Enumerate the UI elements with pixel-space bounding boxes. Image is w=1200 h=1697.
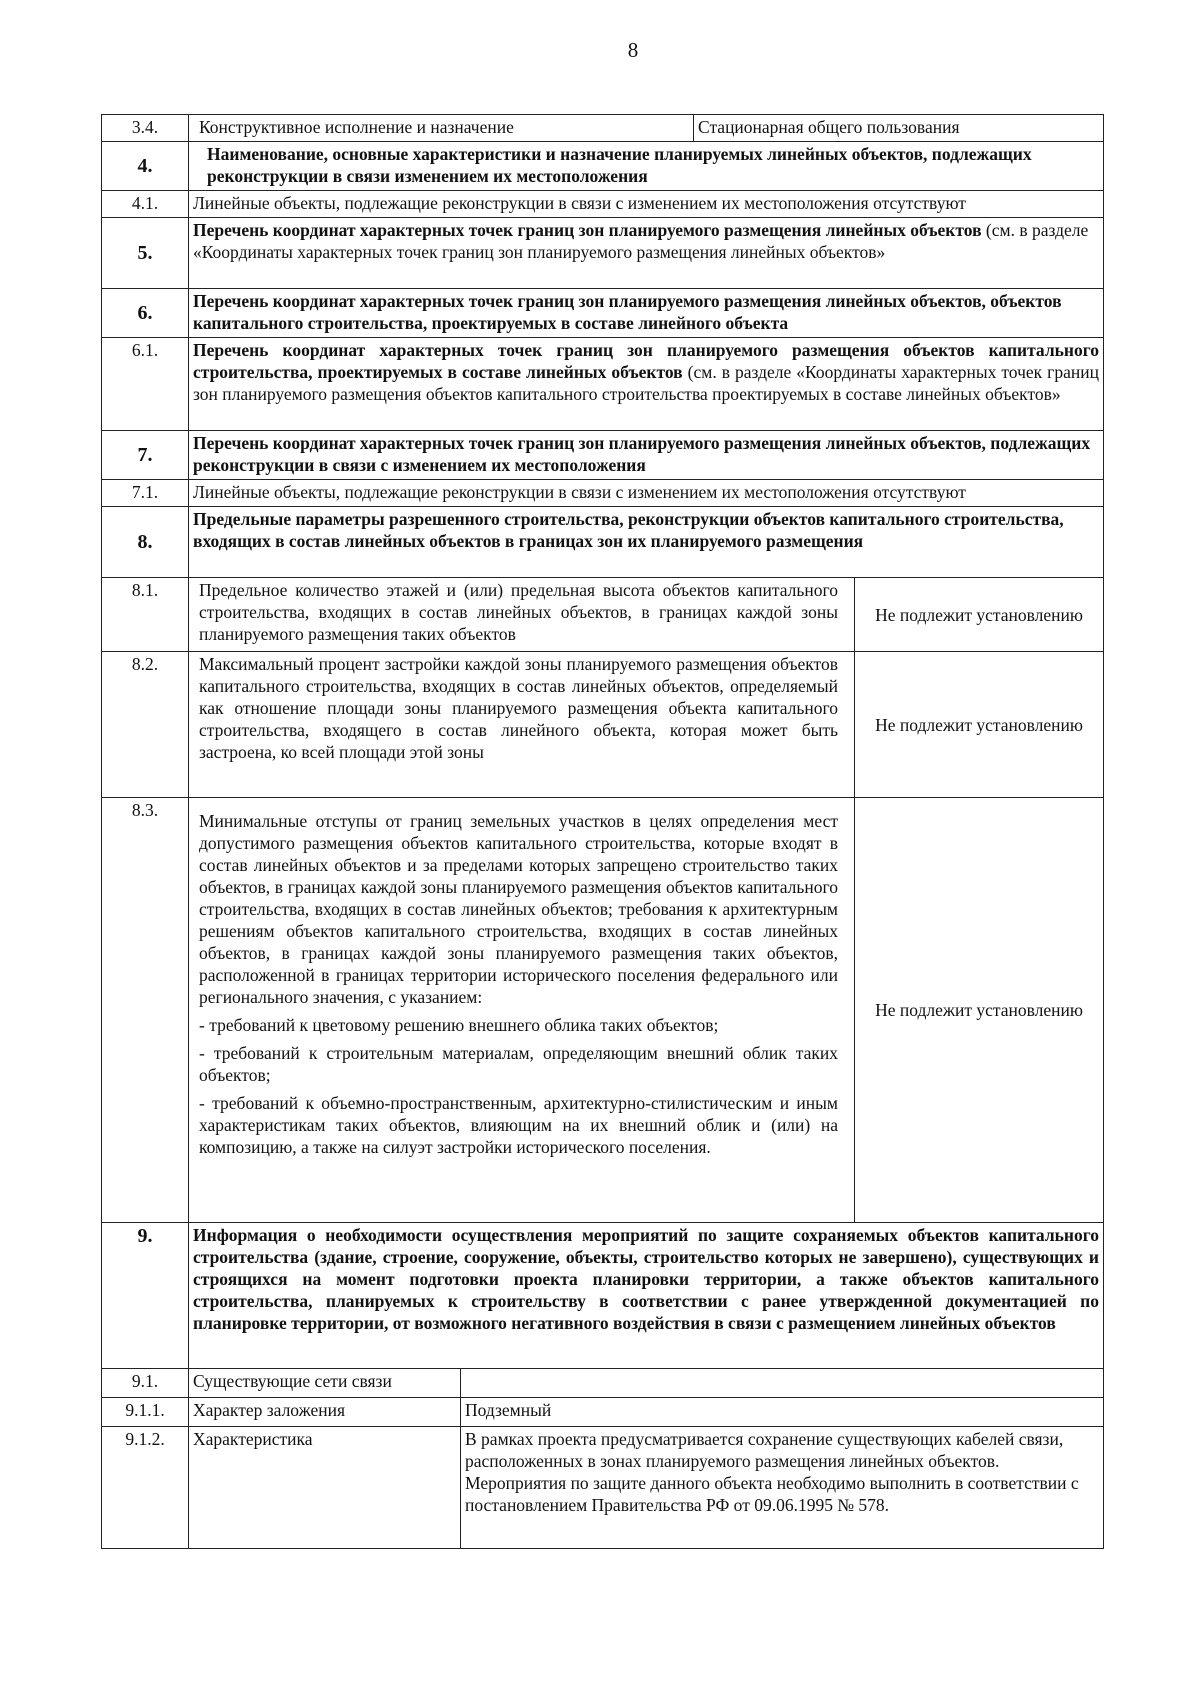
page-number: 8 [627, 38, 639, 62]
table-row [102, 1427, 1104, 1549]
table-row [102, 507, 1104, 578]
section-title: Наименование, основные характеристики и назначение планируемых линейных объектов, подлежащих реконструкции в связи изменением их местоположения [189, 142, 1104, 191]
section-title: Перечень координат характерных точек границ зон планируемого размещения линейных объектов, подлежащих реконструкции в связи с изменением их местоположения [189, 431, 1104, 480]
row-number: 9.1.1. [102, 1398, 189, 1427]
section-number: 5. [102, 218, 189, 289]
row-text [189, 338, 1104, 431]
row-value: Подземный [461, 1398, 1104, 1427]
section-number: 6. [102, 289, 189, 338]
row-label: Характер заложения [189, 1398, 461, 1427]
table-row [102, 1398, 1104, 1427]
row-label: Характеристика [189, 1427, 461, 1549]
table-row [102, 480, 1104, 507]
row-text: Линейные объекты, подлежащие реконструкции в связи с изменением их местоположения отсутствуют [189, 191, 1104, 218]
row-text: Линейные объекты, подлежащие реконструкции в связи с изменением их местоположения отсутствуют [189, 480, 1104, 507]
row-text-block [189, 798, 855, 1223]
table-row [102, 1223, 1104, 1369]
row-number: 8.3. [102, 798, 189, 1223]
table-row [102, 578, 1104, 652]
row-label: Существующие сети связи [189, 1369, 461, 1398]
row-value-empty [461, 1369, 1104, 1398]
section-number: 4. [102, 142, 189, 191]
row-number: 6.1. [102, 338, 189, 431]
row-number: 7.1. [102, 480, 189, 507]
row-value: В рамках проекта предусматривается сохранение существующих кабелей связи, расположенных в зонах планируемого размещения линейных объектов. Мероприятия по защите данного объекта необходимо выполнить в соответствии с постановлением Правительства РФ от 09.06.1995 № 578. [461, 1427, 1104, 1549]
section-title-bold: Перечень координат характерных точек границ зон планируемого размещения линейных объектов [193, 220, 982, 240]
table-row [102, 115, 1104, 142]
section-title-rest: (см. в разделе «Координаты характерных точек границ зон планируемого размещения линейных объектов» [193, 220, 1089, 262]
table-row [102, 289, 1104, 338]
table-row [102, 431, 1104, 480]
row-text: Максимальный процент застройки каждой зоны планируемого размещения объектов капитального строительства, входящих в состав линейных объектов, определяемый как отношение площади зоны планируемого размещения объекта капитального строительства, входящего в состав линейного объекта, которая может быть застроена, ко всей площади этой зоны [189, 652, 855, 798]
row-number: 9.1. [102, 1369, 189, 1398]
row-number: 3.4. [102, 115, 189, 142]
list-item: - требований к строительным материалам, определяющим внешний облик таких объектов; [199, 1043, 838, 1085]
document-table [101, 114, 1104, 1549]
table-row [102, 798, 1104, 1223]
row-label: Конструктивное исполнение и назначение [189, 115, 694, 142]
row-value: Не подлежит установлению [855, 652, 1104, 798]
table-row [102, 191, 1104, 218]
table-row [102, 338, 1104, 431]
row-number: 4.1. [102, 191, 189, 218]
row-text: Минимальные отступы от границ земельных участков в целях определения мест допустимого размещения объектов капитального строительства, которые входят в состав линейных объектов и за пределами которых запрещено строительство таких объектов, в границах каждой зоны планируемого размещения объектов капитального строительства, входящих в состав линейных объектов; требования к архитектурным решениям объектов капитального строительства, входящих в состав линейных объектов, в границах каждой зоны планируемого размещения таких объектов, расположенной в границах территории исторического поселения федерального или регионального значения, с указанием: [199, 811, 838, 1007]
row-number: 8.1. [102, 578, 189, 652]
row-number: 9.1.2. [102, 1427, 189, 1549]
row-text-bold: Перечень координат характерных точек границ зон планируемого размещения объектов капитального строительства, проектируемых в составе линейных объектов [193, 340, 1099, 382]
table-row [102, 218, 1104, 289]
row-value: Стационарная общего пользования [694, 115, 1104, 142]
section-title: Перечень координат характерных точек границ зон планируемого размещения линейных объектов, объектов капитального строительства, проектируемых в составе линейного объекта [189, 289, 1104, 338]
row-value: Не подлежит установлению [855, 578, 1104, 652]
table-row [102, 652, 1104, 798]
section-title: Предельные параметры разрешенного строительства, реконструкции объектов капитального строительства, входящих в состав линейных объектов в границах зон их планируемого размещения [189, 507, 1104, 578]
row-number: 8.2. [102, 652, 189, 798]
row-text: Предельное количество этажей и (или) предельная высота объектов капитального строительства, входящих в состав линейных объектов, в границах каждой зоны планируемого размещения таких объектов [189, 578, 855, 652]
table-row [102, 142, 1104, 191]
section-title: Информация о необходимости осуществления мероприятий по защите сохраняемых объектов капитального строительства (здание, строение, сооружение, объекты, строительство которых не завершено), существующих и строящихся на момент подготовки проекта планировки территории, а также объектов капитального строительства, планируемых к строительству в соответствии с ранее утвержденной документацией по планировке территории, от возможного негативного воздействия в связи с размещением линейных объектов [189, 1223, 1104, 1369]
table-row [102, 1369, 1104, 1398]
section-title [189, 218, 1104, 289]
row-value: Не подлежит установлению [855, 798, 1104, 1223]
list-item: - требований к объемно-пространственным, архитектурно-стилистическим и иным характеристикам таких объектов, влияющим на их внешний облик и (или) на композицию, а также на силуэт застройки исторического поселения. [199, 1093, 838, 1157]
section-number: 8. [102, 507, 189, 578]
section-number: 9. [102, 1223, 189, 1369]
list-item: - требований к цветовому решению внешнего облика таких объектов; [199, 1015, 719, 1035]
row-text-rest: (см. в разделе «Координаты характерных точек границ зон планируемого размещения объектов капитального строительства проектируемых в составе линейных объектов» [193, 362, 1099, 404]
section-number: 7. [102, 431, 189, 480]
